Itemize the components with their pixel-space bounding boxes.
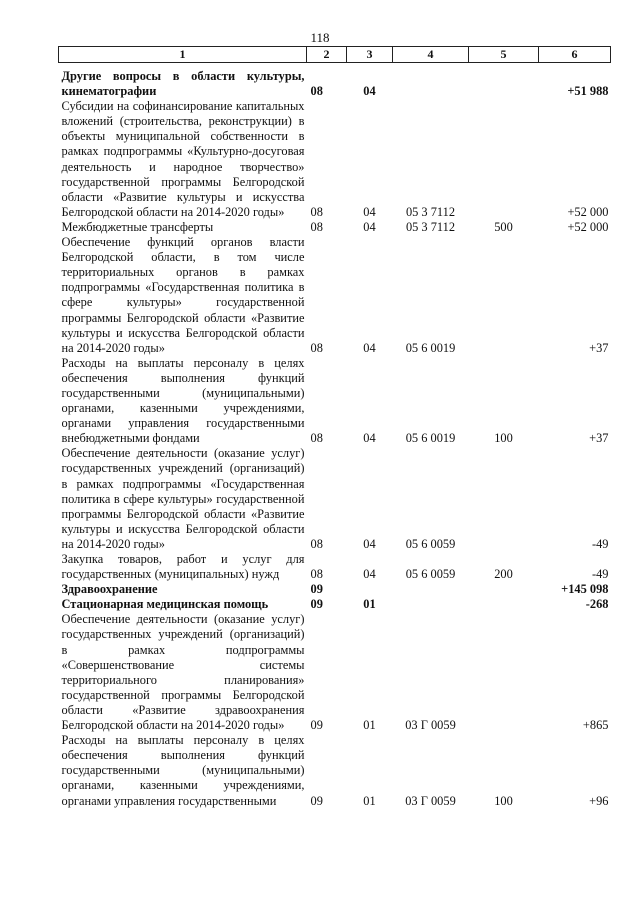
header-col-3: 3 (347, 47, 393, 63)
row-subsection: 04 (363, 84, 376, 99)
header-col-5: 5 (469, 47, 539, 63)
table-row (59, 235, 611, 356)
table-row (59, 733, 611, 808)
row-subsection: 04 (363, 340, 376, 355)
row-amount: -49 (591, 536, 609, 551)
row-expense-type (469, 582, 539, 597)
row-section: 09 (310, 718, 323, 733)
row-section: 08 (310, 204, 323, 219)
row-section: 08 (310, 219, 323, 234)
row-description: Здравоохранение (61, 582, 158, 597)
row-expense-type (469, 99, 539, 220)
row-target-article: 03 Г 0059 (405, 718, 456, 733)
row-expense-type: 100 (494, 431, 513, 446)
row-subsection: 01 (363, 793, 376, 808)
row-subsection: 04 (363, 431, 376, 446)
header-col-4: 4 (393, 47, 469, 63)
header-col-2: 2 (307, 47, 347, 63)
header-col-1: 1 (59, 47, 307, 63)
table-row (59, 446, 611, 552)
row-section: 09 (310, 597, 323, 612)
row-target-article: 05 6 0019 (405, 340, 456, 355)
row-target-article (393, 582, 469, 597)
row-section: 08 (310, 431, 323, 446)
row-expense-type (469, 612, 539, 733)
row-amount: +96 (589, 793, 609, 808)
row-section: 08 (310, 536, 323, 551)
row-target-article: 05 6 0059 (405, 536, 456, 551)
row-section: 08 (310, 340, 323, 355)
row-section: 08 (310, 84, 323, 99)
row-amount: +37 (589, 340, 609, 355)
row-subsection: 04 (363, 536, 376, 551)
row-amount: +37 (589, 431, 609, 446)
table-row (59, 612, 611, 733)
row-amount: +145 098 (561, 582, 609, 597)
row-section: 09 (310, 793, 323, 808)
row-section: 09 (310, 582, 323, 597)
row-description: Межбюджетные трансферты (61, 219, 214, 234)
table-row (59, 582, 611, 597)
row-section: 08 (310, 567, 323, 582)
row-description: Стационарная медицинская помощь (61, 597, 269, 612)
row-target-article: 05 3 7112 (405, 219, 456, 234)
row-expense-type: 100 (494, 793, 513, 808)
row-subsection: 04 (363, 219, 376, 234)
page-number: 118 (310, 30, 330, 45)
row-target-article: 05 6 0059 (405, 567, 456, 582)
table-row (59, 552, 611, 582)
row-description: Обеспечение функций органов власти Белгородской области, в том числе территориальных органов в рамках подпрограммы «Государственная политика в сфере культуры» государственной программы Белгородской области «Развитие культуры и искусства Белгородской области на 2014-2020 годы» (61, 235, 305, 355)
row-description: Субсидии на софинансирование капитальных вложений (строительства, реконструкции) в объекты муниципальной собственности в рамках подпрограммы «Культурно-досуговая деятельность и народное творчество» государственной программы Белгородской области «Развитие культуры и искусства Белгородской области на 2014-2020 годы» (61, 99, 305, 219)
row-description: Расходы на выплаты персоналу в целях обеспечения выполнения функций государственными (муниципальными) органами, казенными учреждениями, органами управления государственными (61, 733, 305, 808)
row-amount: +52 000 (567, 204, 609, 219)
row-amount: -268 (585, 597, 609, 612)
table-row (59, 220, 611, 235)
row-amount: -49 (591, 567, 609, 582)
row-description: Другие вопросы в области культуры, кинематографии (61, 69, 305, 99)
row-amount: +865 (582, 718, 609, 733)
row-target-article: 03 Г 0059 (405, 793, 456, 808)
budget-table (58, 46, 611, 809)
table-row (59, 63, 611, 100)
row-expense-type (469, 446, 539, 552)
row-subsection: 04 (363, 204, 376, 219)
row-subsection: 01 (363, 718, 376, 733)
table-row (59, 99, 611, 220)
row-expense-type (469, 235, 539, 356)
row-target-article (393, 63, 469, 100)
row-subsection: 04 (363, 567, 376, 582)
row-target-article: 05 3 7112 (405, 204, 456, 219)
table-row (59, 356, 611, 447)
row-subsection: 01 (363, 597, 376, 612)
header-col-6: 6 (539, 47, 611, 63)
row-expense-type (469, 597, 539, 612)
row-expense-type (469, 63, 539, 100)
row-description: Обеспечение деятельности (оказание услуг) государственных учреждений (организаций) в рамках подпрограммы «Государственная политика в сфере культуры» государственной программы Белгородской области «Развитие культуры и искусства Белгородской области на 2014-2020 годы» (61, 446, 305, 551)
row-subsection (347, 582, 393, 597)
row-amount: +51 988 (567, 84, 609, 99)
table-body (59, 63, 611, 809)
row-target-article (393, 597, 469, 612)
table-row (59, 597, 611, 612)
row-expense-type: 200 (494, 567, 513, 582)
row-target-article: 05 6 0019 (405, 431, 456, 446)
row-amount: +52 000 (567, 219, 609, 234)
row-description: Расходы на выплаты персоналу в целях обеспечения выполнения функций государственными (муниципальными) органами, казенными учреждениями, органами управления государственными внебюджетными фондами (61, 355, 305, 446)
row-description: Обеспечение деятельности (оказание услуг) государственных учреждений (организаций) в рамках подпрограммы «Совершенствование системы территориального планирования» государственной программы Белгородской области «Развитие здравоохранения Белгородской области на 2014-2020 годы» (61, 612, 305, 733)
row-description: Закупка товаров, работ и услуг для государственных (муниципальных) нужд (61, 552, 305, 582)
table-header-row (59, 47, 611, 63)
row-expense-type: 500 (494, 219, 513, 234)
